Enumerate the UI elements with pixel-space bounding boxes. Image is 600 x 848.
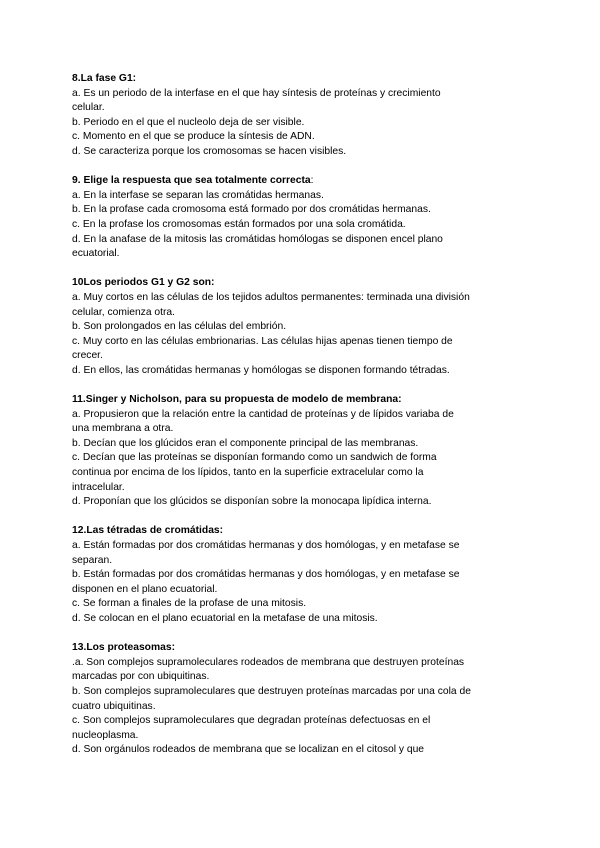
question-11	[72, 393, 472, 510]
question-8	[72, 72, 472, 160]
option-d: d. En ellos, las cromátidas hermanas y homólogas se disponen formando tétradas.	[72, 364, 450, 376]
option-c: c. En la profase los cromosomas están formados por una sola cromátida.	[72, 218, 406, 230]
question-title-bold: 8.La fase G1:	[72, 73, 137, 84]
option-b: b. Periodo en el que el nucleolo deja de ser visible.	[72, 116, 305, 128]
option-b: b. Están formadas por dos cromátidas hermanas y dos homólogas, y en metafase se disponen en el plano ecuatorial.	[72, 569, 460, 595]
question-title-bold: 12.Las tétradas de cromátidas:	[72, 525, 224, 537]
question-title-bold: 10Los periodos G1 y G2 son:	[72, 277, 215, 289]
question-title-bold: 11.Singer y Nicholson, para su propuesta de modelo de membrana:	[72, 394, 402, 406]
document-body	[72, 72, 472, 773]
option-d: d. En la anafase de la mitosis las cromátidas homólogas se disponen encel plano ecuatorial.	[72, 233, 443, 260]
option-b: b. En la profase cada cromosoma está formado por dos cromátidas hermanas.	[72, 204, 431, 216]
option-c: c. Son complejos supramoleculares que degradan proteínas defectuosas en el nucleoplasma.	[72, 715, 431, 741]
option-c: c. Momento en el que se produce la síntesis de ADN.	[72, 131, 315, 143]
question-10	[72, 276, 472, 378]
option-d: d. Proponían que los glúcidos se disponían sobre la monocapa lipídica interna.	[72, 496, 432, 508]
option-a: .a. Son complejos supramoleculares rodeados de membrana que destruyen proteínas marcadas por con ubiquitinas.	[72, 656, 465, 683]
option-b: b. Son complejos supramoleculares que destruyen proteínas marcadas por una cola de cuatro ubiquitinas.	[72, 685, 471, 712]
option-d: d. Son orgánulos rodeados de membrana que se localizan en el citosol y que	[72, 744, 425, 756]
question-title	[72, 276, 472, 291]
option-b: b. Decían que los glúcidos eran el componente principal de las membranas.	[72, 437, 419, 449]
question-title	[72, 174, 472, 189]
question-9	[72, 174, 472, 262]
question-title-rest: :	[310, 175, 314, 187]
option-a: a. Propusieron que la relación entre la cantidad de proteínas y de lípidos variaba de una membrana a otra.	[72, 408, 454, 435]
option-c: c. Muy corto en las células embrionarias. Las células hijas apenas tienen tiempo de crecer.	[72, 335, 453, 362]
option-a: a. Es un periodo de la interfase en el que hay síntesis de proteínas y crecimiento celular.	[72, 87, 441, 114]
question-title	[72, 524, 472, 539]
option-c: c. Se forman a finales de la profase de una mitosis.	[72, 598, 307, 610]
question-12	[72, 524, 472, 626]
option-d: d. Se caracteriza porque los cromosomas se hacen visibles.	[72, 145, 347, 157]
option-a: a. En la interfase se separan las cromátidas hermanas.	[72, 189, 324, 201]
option-b: b. Son prolongados en las células del embrión.	[72, 321, 287, 333]
option-d: d. Se colocan en el plano ecuatorial en la metafase de una mitosis.	[72, 612, 378, 624]
question-title-bold: 9. Elige la respuesta que sea totalmente correcta	[72, 175, 311, 187]
question-title-bold: 13.Los proteasomas:	[72, 642, 176, 654]
question-title	[72, 72, 472, 87]
option-c: c. Decían que las proteínas se disponían formando como un sandwich de forma continua por encima de los lípidos, tanto en la superficie extracelular como la intracelular.	[72, 452, 437, 493]
option-a: a. Muy cortos en las células de los tejidos adultos permanentes: terminada una división celular, comienza otra.	[72, 291, 470, 318]
question-title	[72, 641, 472, 656]
question-13	[72, 641, 472, 758]
question-title	[72, 393, 472, 408]
option-a: a. Están formadas por dos cromátidas hermanas y dos homólogas, y en metafase se separan.	[72, 540, 460, 566]
